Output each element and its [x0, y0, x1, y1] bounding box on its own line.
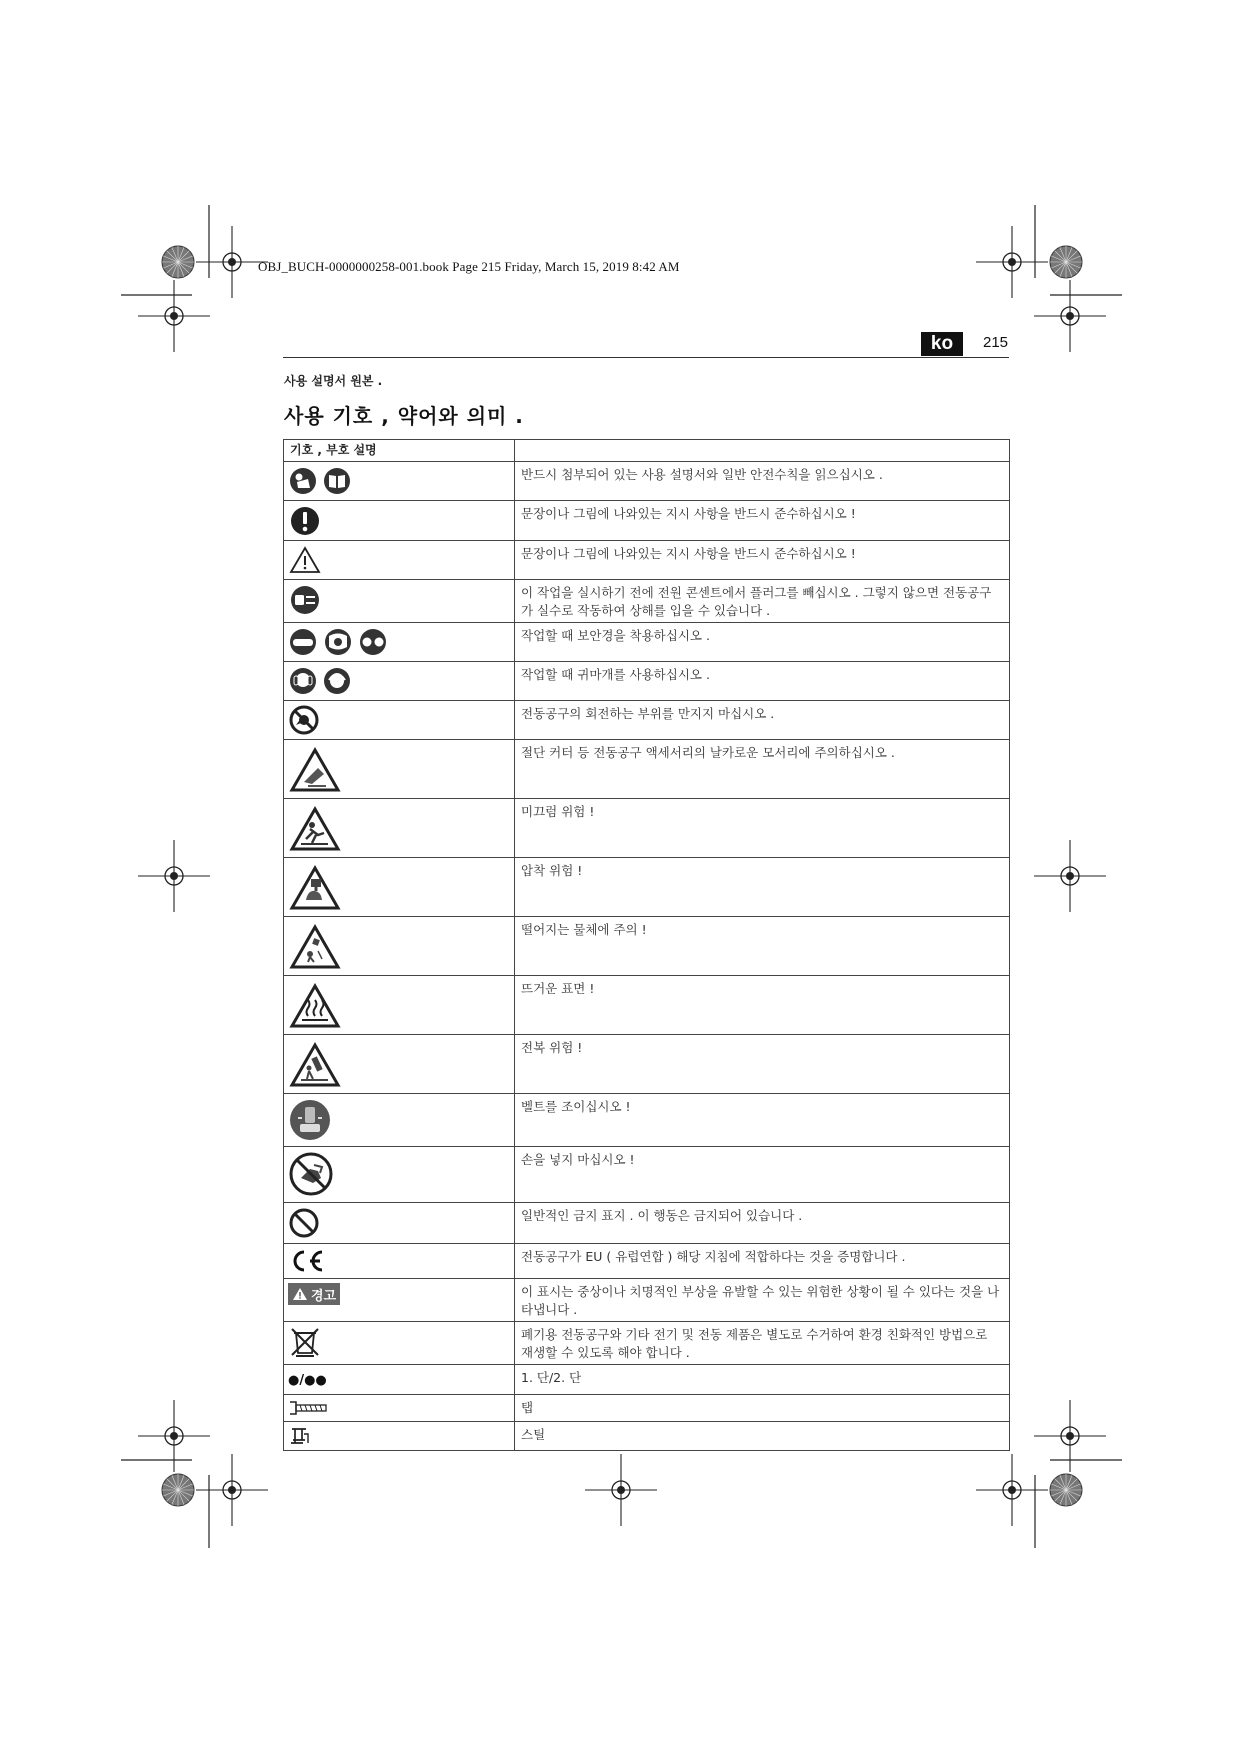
symbol-cell [284, 1035, 515, 1094]
symbol-cell [284, 1322, 515, 1365]
symbol-cell [284, 1422, 515, 1451]
symbol-cell [284, 1395, 515, 1422]
warning-label-text: 경고 [311, 1288, 337, 1304]
ear-muffs-icon [324, 668, 350, 694]
symbol-cell [284, 541, 515, 580]
table-header-row [284, 440, 1010, 462]
document-subtitle: 사용 설명서 원본 . [284, 374, 383, 388]
table-row [284, 1322, 1010, 1365]
symbol-cell [284, 1279, 515, 1322]
description-cell: 이 작업을 실시하기 전에 전원 콘센트에서 플러그를 빼십시오 . 그렇지 않으면 전동공구가 실수로 작동하여 상해를 입을 수 있습니다 . [515, 580, 1010, 623]
description-cell: 손을 넣지 마십시오 ! [515, 1147, 1010, 1203]
table-row [284, 858, 1010, 917]
description-cell: 1. 단/2. 단 [515, 1365, 1010, 1395]
description-cell: 문장이나 그림에 나와있는 지시 사항을 반드시 준수하십시오 ! [515, 501, 1010, 541]
symbols-table [283, 439, 1010, 1451]
table-row [284, 1147, 1010, 1203]
description-cell: 작업할 때 귀마개를 사용하십시오 . [515, 662, 1010, 701]
symbol-cell [284, 858, 515, 917]
ear-protection-icon [290, 668, 316, 694]
symbol-cell [284, 1147, 515, 1203]
table-row [284, 740, 1010, 799]
description-cell: 스틸 [515, 1422, 1010, 1451]
symbol-cell [284, 462, 515, 501]
tighten-belt-icon [290, 1100, 330, 1140]
symbol-cell [284, 580, 515, 623]
table-row [284, 662, 1010, 701]
page-number: 215 [983, 334, 1009, 351]
symbol-cell [284, 701, 515, 740]
page-title: 사용 기호 , 약어와 의미 . [284, 404, 524, 428]
description-cell: 뜨거운 표면 ! [515, 976, 1010, 1035]
description-cell: 절단 커터 등 전동공구 액세서리의 날카로운 모서리에 주의하십시오 . [515, 740, 1010, 799]
description-cell: 반드시 첨부되어 있는 사용 설명서와 일반 안전수칙을 읽으십시오 . [515, 462, 1010, 501]
symbol-cell [284, 1244, 515, 1279]
read-manual-icon [290, 468, 316, 494]
safety-glasses-icon [360, 629, 386, 655]
description-cell: 작업할 때 보안경을 착용하십시오 . [515, 623, 1010, 662]
steel-icon [291, 1429, 308, 1443]
table-row [284, 799, 1010, 858]
tap-icon [290, 1402, 326, 1414]
symbol-cell [284, 1203, 515, 1244]
table-row [284, 701, 1010, 740]
symbol-cell [284, 917, 515, 976]
description-cell: 전동공구가 EU ( 유럽연합 ) 해당 지침에 적합하다는 것을 증명합니다 . [515, 1244, 1010, 1279]
mandatory-icon [291, 507, 319, 535]
table-row [284, 1094, 1010, 1147]
table-header-description [515, 440, 1010, 462]
table-row [284, 976, 1010, 1035]
weee-bin-icon [292, 1329, 318, 1357]
description-cell: 폐기용 전동공구와 기타 전기 및 전동 제품은 별도로 수거하여 환경 친화적인 방법으로 재생할 수 있도록 해야 합니다 . [515, 1322, 1010, 1365]
sharp-edge-warning-icon [292, 750, 338, 790]
table-row [284, 917, 1010, 976]
table-row [284, 1365, 1010, 1395]
warning-triangle-icon [291, 548, 319, 572]
face-shield-icon [325, 629, 351, 655]
symbol-cell [284, 1365, 515, 1395]
table-row [284, 580, 1010, 623]
table-row [284, 541, 1010, 580]
description-cell: 벨트를 조이십시오 ! [515, 1094, 1010, 1147]
symbol-cell [284, 799, 515, 858]
no-hands-icon [291, 1154, 331, 1194]
table-row [284, 1422, 1010, 1451]
book-icon [324, 468, 350, 494]
description-cell: 압착 위험 ! [515, 858, 1010, 917]
table-row [284, 1279, 1010, 1322]
tipping-hazard-icon [292, 1045, 338, 1085]
symbol-cell [284, 976, 515, 1035]
table-row [284, 623, 1010, 662]
crush-hazard-icon [292, 868, 338, 908]
unplug-icon [291, 586, 319, 614]
table-row [284, 501, 1010, 541]
symbol-cell [284, 1094, 515, 1147]
header-rule [283, 357, 1009, 358]
description-cell: 미끄럼 위험 ! [515, 799, 1010, 858]
description-cell: 떨어지는 물체에 주의 ! [515, 917, 1010, 976]
print-book-line: OBJ_BUCH-0000000258-001.book Page 215 Friday, March 15, 2019 8:42 AM [258, 259, 680, 274]
description-cell: 이 표시는 중상이나 치명적인 부상을 유발할 수 있는 위험한 상황이 될 수 있다는 것을 나타냅니다 . [515, 1279, 1010, 1322]
table-row [284, 1203, 1010, 1244]
prohibition-icon [291, 1210, 317, 1236]
description-cell: 전복 위험 ! [515, 1035, 1010, 1094]
protective-goggles-icon [290, 629, 316, 655]
table-header-symbol: 기호 , 부호 설명 [284, 440, 515, 462]
symbol-cell [284, 501, 515, 541]
symbol-cell [284, 662, 515, 701]
warning-label-icon [288, 1283, 340, 1305]
description-cell: 문장이나 그림에 나와있는 지시 사항을 반드시 준수하십시오 ! [515, 541, 1010, 580]
description-cell: 일반적인 금지 표지 . 이 행동은 금지되어 있습니다 . [515, 1203, 1010, 1244]
symbol-cell [284, 740, 515, 799]
table-row [284, 1035, 1010, 1094]
symbol-cell [284, 623, 515, 662]
stage-dots-icon: ●/●● [288, 1373, 327, 1388]
table-row [284, 462, 1010, 501]
ce-mark-icon [295, 1252, 322, 1270]
description-cell: 탭 [515, 1395, 1010, 1422]
falling-objects-icon [292, 927, 338, 967]
description-cell: 전동공구의 회전하는 부위를 만지지 마십시오 . [515, 701, 1010, 740]
language-tag: ko [921, 332, 963, 356]
hot-surface-icon [292, 986, 338, 1026]
table-row [284, 1395, 1010, 1422]
table-row [284, 1244, 1010, 1279]
slip-hazard-icon [292, 809, 338, 849]
no-touch-rotating-icon [291, 707, 317, 733]
